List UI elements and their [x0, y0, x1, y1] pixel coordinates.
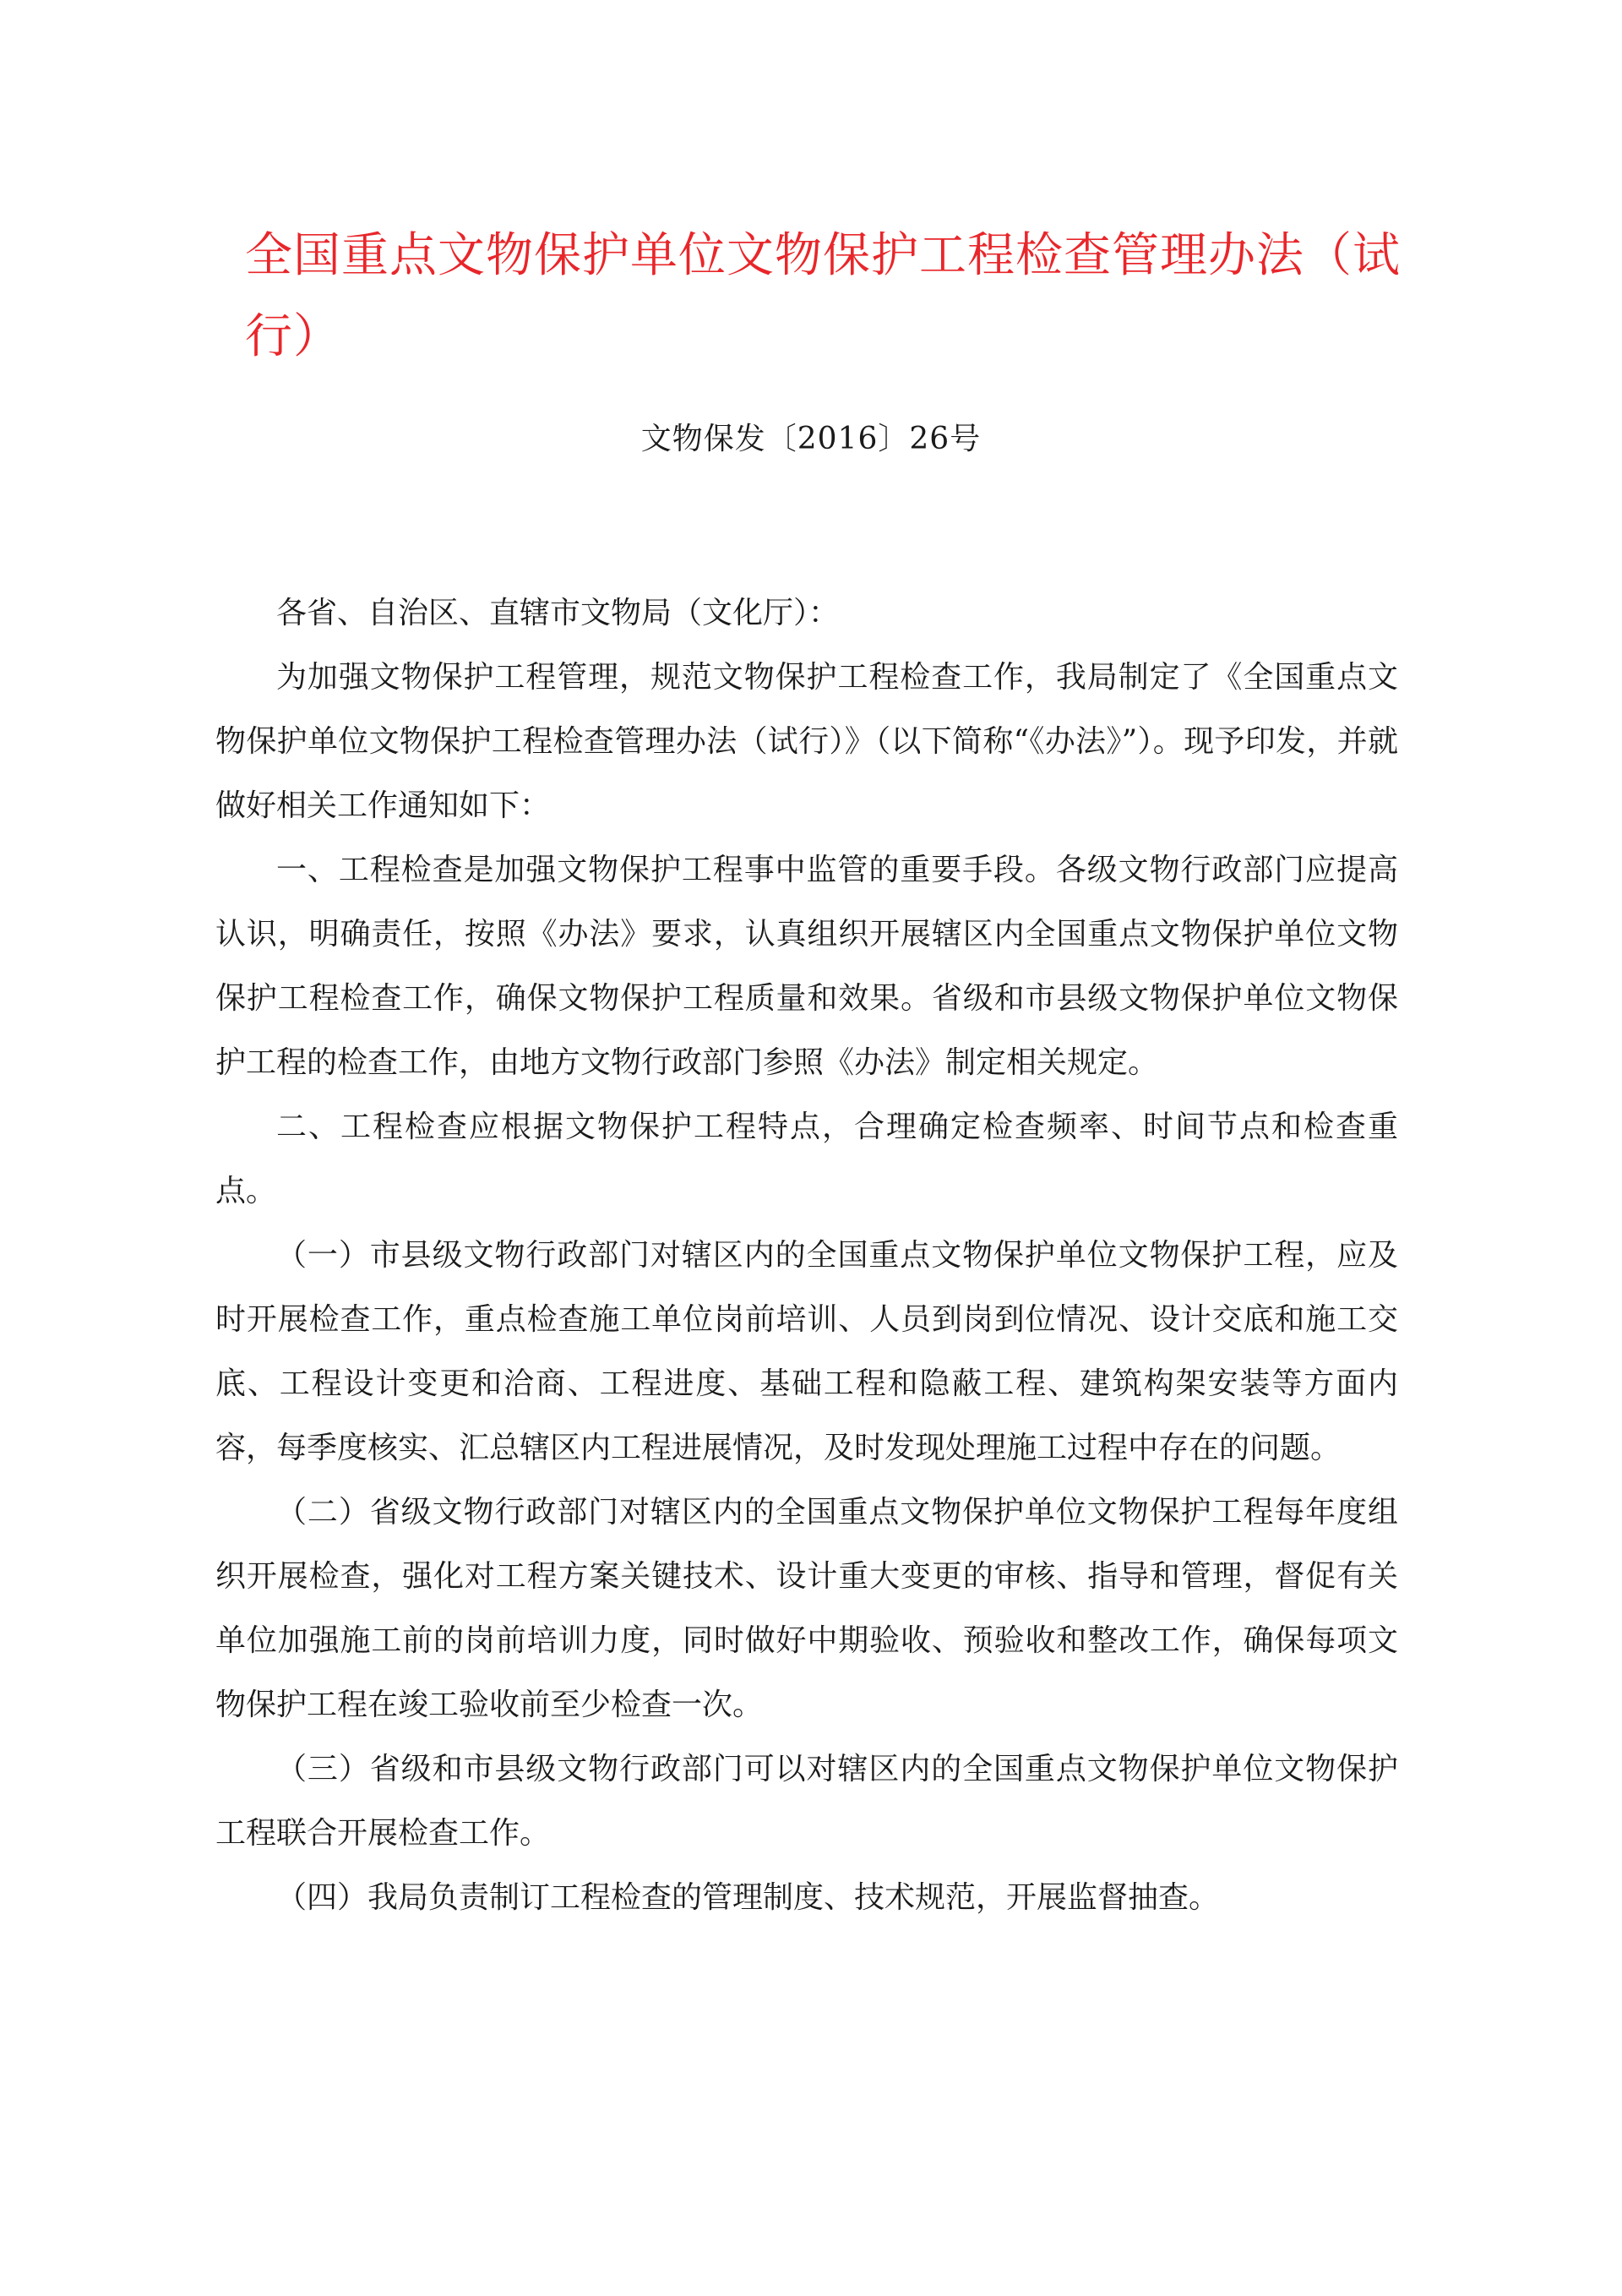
- document-number: 文物保发〔2016〕26号: [640, 422, 982, 456]
- document-title: 全国重点文物保护单位文物保护工程检查管理办法（试行）: [245, 228, 1401, 364]
- paragraph-item-2: （二）省级文物行政部门对辖区内的全国重点文物保护单位文物保护工程每年度组织开展检查，强化对工程方案关键技术、设计重大变更的审核、指导和管理，督促有关单位加强施工前的岗前培训力度，同时做好中期验收、预验收和整改工作，确保每项文物保护工程在竣工验收前至少检查一次。: [215, 1495, 1398, 1722]
- paragraph-section-2: 二、工程检查应根据文物保护工程特点，合理确定检查频率、时间节点和检查重点。: [215, 1110, 1398, 1208]
- paragraph-item-4: （四）我局负责制订工程检查的管理制度、技术规范，开展监督抽查。: [276, 1880, 1220, 1915]
- paragraph-section-1: 一、工程检查是加强文物保护工程事中监管的重要手段。各级文物行政部门应提高认识，明确责任，按照《办法》要求，认真组织开展辖区内全国重点文物保护单位文物保护工程检查工作，确保文物保护工程质量和效果。省级和市县级文物保护单位文物保护工程的检查工作，由地方文物行政部门参照《办法》制定相关规定。: [215, 853, 1398, 1080]
- paragraph-intro: 为加强文物保护工程管理，规范文物保护工程检查工作，我局制定了《全国重点文物保护单位文物保护工程检查管理办法（试行）》（以下简称“《办法》”）。现予印发，并就做好相关工作通知如下：: [215, 660, 1398, 823]
- paragraph-item-1: （一）市县级文物行政部门对辖区内的全国重点文物保护单位文物保护工程，应及时开展检查工作，重点检查施工单位岗前培训、人员到岗到位情况、设计交底和施工交底、工程设计变更和洽商、工程进度、基础工程和隐蔽工程、建筑构架安装等方面内容，每季度核实、汇总辖区内工程进展情况，及时发现处理施工过程中存在的问题。: [215, 1238, 1398, 1465]
- document-body: [215, 581, 1398, 1930]
- salutation: 各省、自治区、直辖市文物局（文化厅）：: [276, 596, 840, 630]
- paragraph-item-3: （三）省级和市县级文物行政部门可以对辖区内的全国重点文物保护单位文物保护工程联合开展检查工作。: [215, 1752, 1398, 1851]
